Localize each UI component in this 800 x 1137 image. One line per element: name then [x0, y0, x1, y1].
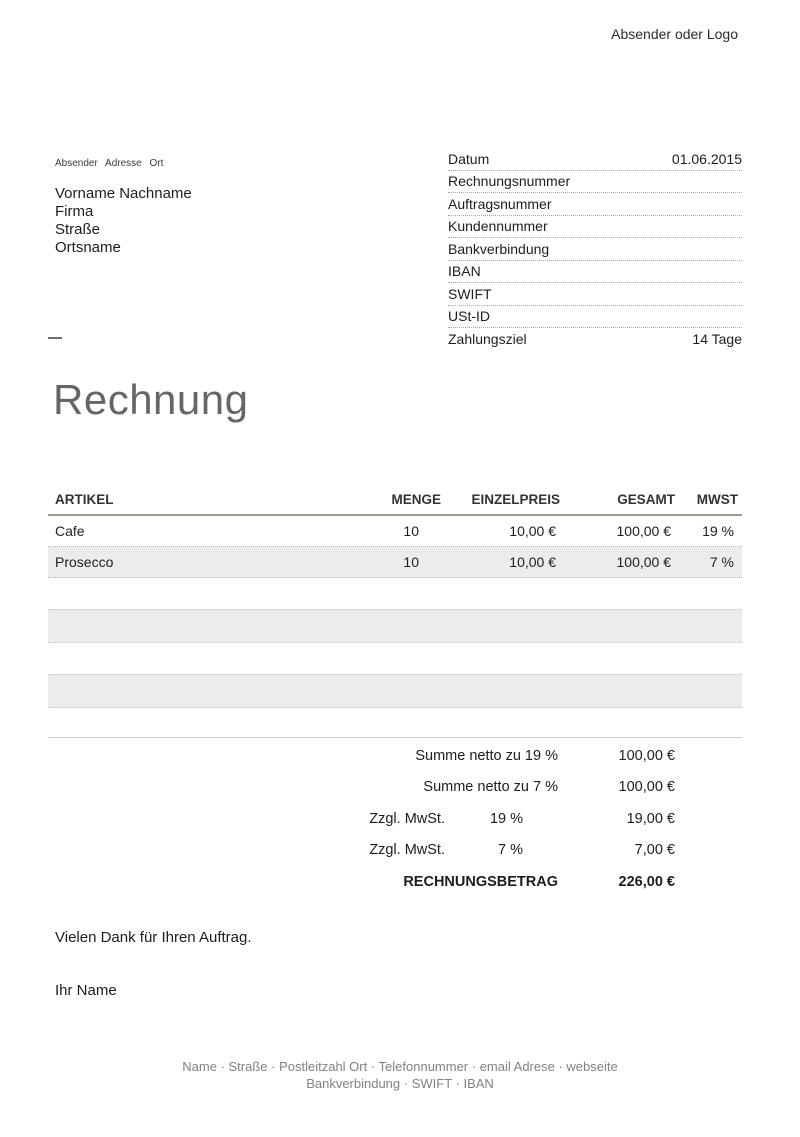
summary-total-label: RECHNUNGSBETRAG [403, 873, 558, 890]
summary-divider [48, 737, 742, 738]
column-header-menge: MENGE [391, 492, 441, 507]
summary-amount: 100,00 € [618, 779, 675, 796]
meta-row-rechnungsnummer [448, 171, 742, 194]
cell-artikel: Cafe [55, 523, 85, 539]
meta-row-swift [448, 283, 742, 306]
thank-you-note: Vielen Dank für Ihren Auftrag. [55, 929, 252, 946]
footer-line-bank: Bankverbindung · SWIFT · IBAN [306, 1076, 494, 1091]
meta-label: Rechnungsnummer [448, 173, 571, 190]
items-table [48, 492, 742, 738]
totals-summary [0, 740, 800, 898]
table-row [48, 547, 742, 578]
meta-row-datum [448, 148, 742, 171]
summary-label: Summe netto zu 19 % [415, 747, 558, 764]
column-header-artikel: ARTIKEL [55, 492, 114, 507]
column-header-einzelpreis: EINZELPREIS [471, 492, 560, 507]
summary-row [0, 803, 800, 835]
meta-label: USt-ID [448, 308, 490, 325]
meta-label: IBAN [448, 263, 481, 280]
cell-einzelpreis: 10,00 € [509, 554, 556, 570]
summary-total-amount: 226,00 € [618, 873, 675, 890]
meta-label: Kundennummer [448, 218, 548, 235]
meta-label: Auftragsnummer [448, 195, 552, 212]
meta-label: Bankverbindung [448, 240, 550, 257]
meta-row-iban [448, 261, 742, 284]
table-header-row [48, 492, 742, 516]
page-footer [0, 1058, 800, 1092]
page-title: Rechnung [53, 376, 249, 423]
column-header-mwst: MWST [696, 492, 738, 507]
meta-label: Zahlungsziel [448, 330, 527, 347]
cell-menge: 10 [403, 523, 419, 539]
meta-label: SWIFT [448, 285, 492, 302]
summary-amount: 7,00 € [634, 842, 675, 859]
summary-label: Summe netto zu 7 % [423, 779, 558, 796]
cell-mwst: 7 % [709, 554, 734, 570]
meta-row-auftragsnummer [448, 193, 742, 216]
meta-row-ustid [448, 306, 742, 329]
table-row [48, 516, 742, 547]
return-address-line: Absender Adresse Ort [55, 158, 164, 169]
cell-artikel: Prosecco [55, 554, 114, 570]
meta-row-kundennummer [448, 216, 742, 239]
summary-row [0, 740, 800, 772]
recipient-name: Vorname Nachname [55, 185, 192, 202]
signature-name: Ihr Name [55, 982, 117, 999]
cell-einzelpreis: 10,00 € [509, 523, 556, 539]
sender-logo-placeholder: Absender oder Logo [611, 26, 738, 42]
fold-mark [48, 337, 62, 339]
empty-table-row [48, 674, 742, 708]
summary-label: Zzgl. MwSt. [369, 842, 445, 859]
summary-amount: 19,00 € [626, 810, 675, 827]
meta-value: 14 Tage [692, 330, 742, 347]
invoice-meta-list [448, 148, 742, 350]
footer-line-contact: Name · Straße · Postleitzahl Ort · Telefonnummer · email Adrese · webseite [182, 1059, 618, 1074]
cell-mwst: 19 % [702, 523, 734, 539]
column-header-gesamt: GESAMT [617, 492, 675, 507]
summary-row [0, 772, 800, 804]
meta-value: 01.06.2015 [671, 150, 742, 167]
summary-row-total [0, 866, 800, 898]
cell-menge: 10 [403, 554, 419, 570]
summary-amount: 100,00 € [618, 747, 675, 764]
summary-label: Zzgl. MwSt. [369, 810, 445, 827]
cell-gesamt: 100,00 € [616, 554, 671, 570]
recipient-city: Ortsname [55, 239, 121, 256]
summary-row [0, 835, 800, 867]
recipient-company: Firma [55, 203, 94, 220]
recipient-block [55, 158, 192, 257]
summary-percent: 19 % [489, 810, 523, 827]
summary-percent: 7 % [498, 842, 523, 859]
empty-table-row [48, 609, 742, 643]
meta-row-zahlungsziel [448, 328, 742, 350]
recipient-street: Straße [55, 221, 101, 238]
meta-label: Datum [448, 150, 490, 167]
cell-gesamt: 100,00 € [616, 523, 671, 539]
meta-row-bankverbindung [448, 238, 742, 261]
